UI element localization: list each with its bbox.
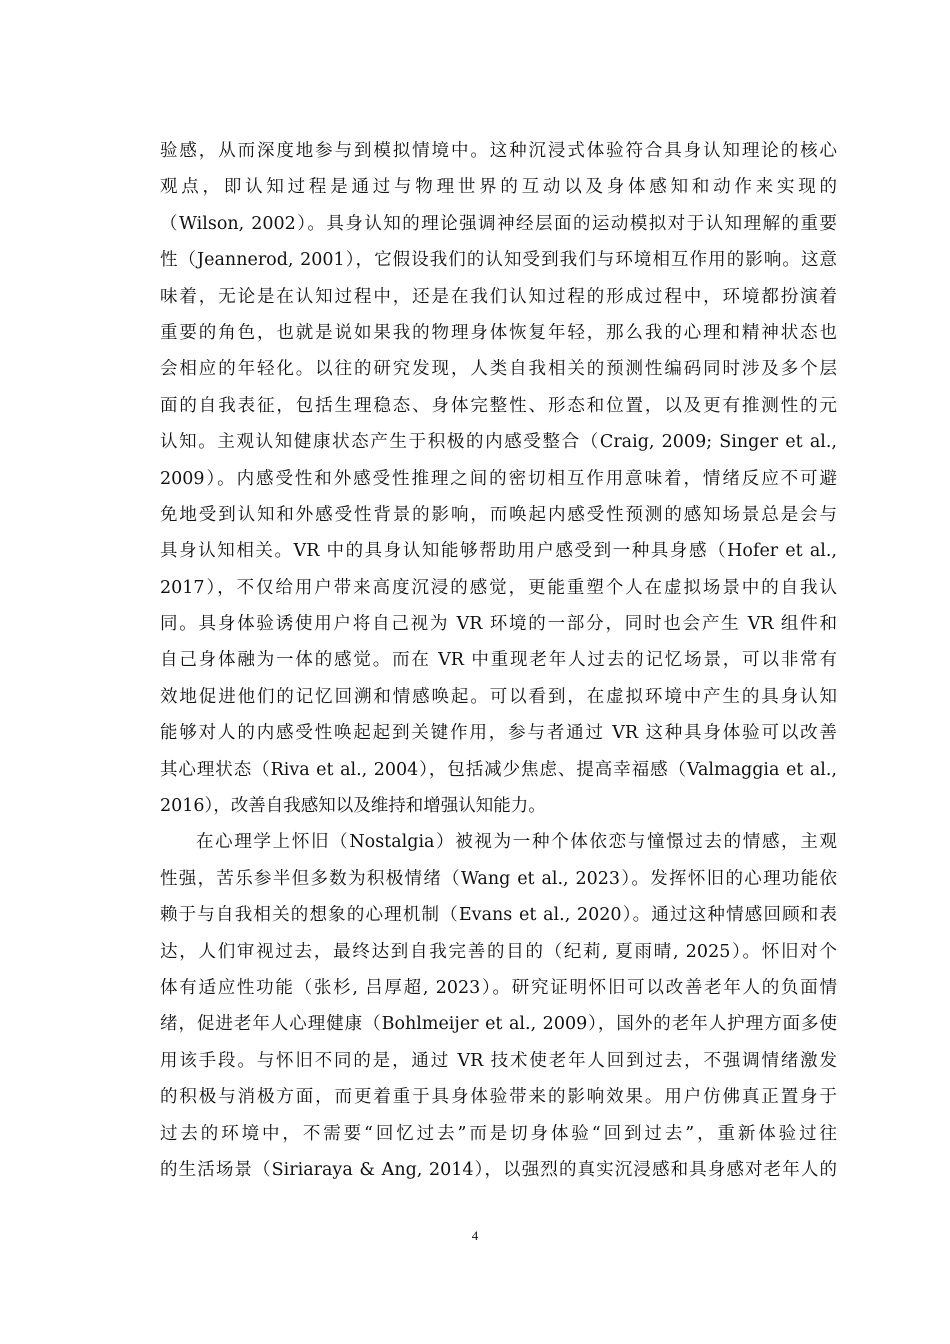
text-line: 免地受到认知和外感受性背景的影响，而唤起内感受性预测的感知场景总是会与 xyxy=(160,504,837,525)
text-line: 重要的角色，也就是说如果我的物理身体恢复年轻，那么我的心理和精神状态也 xyxy=(160,322,837,343)
text-line: 味着，无论是在认知过程中，还是在我们认知过程的形成过程中，环境都扮演着 xyxy=(160,286,837,307)
paragraph-1 xyxy=(160,133,837,824)
text-line: 同。具身体验诱使用户将自己视为 VR 环境的一部分，同时也会产生 VR 组件和 xyxy=(160,614,837,635)
text-line: 达，人们审视过去，最终达到自我完善的目的（纪莉, 夏雨晴, 2025）。怀旧对个 xyxy=(160,941,837,962)
text-line: 性强，苦乐参半但多数为积极情绪（Wang et al., 2023）。发挥怀旧的心理功能依 xyxy=(160,868,837,889)
text-line: 用该手段。与怀旧不同的是，通过 VR 技术使老年人回到过去，不强调情绪激发 xyxy=(160,1050,837,1071)
text-line: 自己身体融为一体的感觉。而在 VR 中重现老年人过去的记忆场景，可以非常有 xyxy=(160,650,837,671)
text-line: 会相应的年轻化。以往的研究发现，人类自我相关的预测性编码同时涉及多个层 xyxy=(160,359,837,380)
text-line: 2017），不仅给用户带来高度沉浸的感觉，更能重塑个人在虚拟场景中的自我认 xyxy=(160,577,837,598)
text-line: 2009）。内感受性和外感受性推理之间的密切相互作用意味着，情绪反应不可避 xyxy=(160,468,837,489)
text-line: 能够对人的内感受性唤起起到关键作用，参与者通过 VR 这种具身体验可以改善 xyxy=(160,723,837,744)
text-line: 体有适应性功能（张杉, 吕厚超, 2023）。研究证明怀旧可以改善老年人的负面情 xyxy=(160,977,837,998)
text-line: 性（Jeannerod, 2001），它假设我们的认知受到我们与环境相互作用的影响。这意 xyxy=(160,250,837,271)
text-line: 的积极与消极方面，而更着重于具身体验带来的影响效果。用户仿佛真正置身于 xyxy=(160,1087,837,1108)
text-line: 观点，即认知过程是通过与物理世界的互动以及身体感知和动作来实现的 xyxy=(160,177,837,198)
text-line: 认知。主观认知健康状态产生于积极的内感受整合（Craig, 2009; Singer et al., xyxy=(160,432,837,453)
text-line: 的生活场景（Siriaraya & Ang, 2014），以强烈的真实沉浸感和具身感对老年人的 xyxy=(160,1159,837,1180)
text-line: 2016），改善自我感知以及维持和增强认知能力。 xyxy=(160,796,546,817)
body-text xyxy=(160,133,837,1188)
text-line: 其心理状态（Riva et al., 2004），包括减少焦虑、提高幸福感（Valmaggia et al., xyxy=(160,759,837,780)
text-line: 赖于与自我相关的想象的心理机制（Evans et al., 2020）。通过这种情感回顾和表 xyxy=(160,905,837,926)
paragraph-2 xyxy=(160,824,837,1188)
text-line: （Wilson, 2002）。具身认知的理论强调神经层面的运动模拟对于认知理解的重要 xyxy=(160,213,837,234)
text-line: 过去的环境中，不需要“回忆过去”而是切身体验“回到过去”，重新体验过往 xyxy=(160,1123,837,1144)
text-line: 在心理学上怀旧（Nostalgia）被视为一种个体依恋与憧憬过去的情感，主观 xyxy=(196,832,837,853)
text-line: 面的自我表征，包括生理稳态、身体完整性、形态和位置，以及更有推测性的元 xyxy=(160,395,837,416)
text-line: 效地促进他们的记忆回溯和情感唤起。可以看到，在虚拟环境中产生的具身认知 xyxy=(160,686,837,707)
page-number: 4 xyxy=(471,1228,479,1243)
text-line: 具身认知相关。VR 中的具身认知能够帮助用户感受到一种具身感（Hofer et al., xyxy=(160,541,837,562)
text-line: 绪，促进老年人心理健康（Bohlmeijer et al., 2009），国外的老年人护理方面多使 xyxy=(160,1014,837,1035)
text-line: 验感，从而深度地参与到模拟情境中。这种沉浸式体验符合具身认知理论的核心 xyxy=(160,141,837,161)
